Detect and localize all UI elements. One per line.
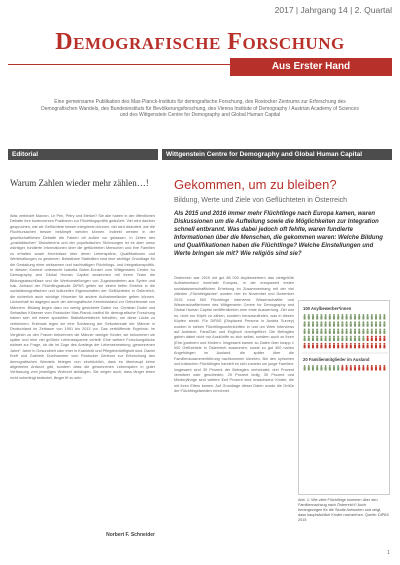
person-icon bbox=[329, 336, 331, 341]
person-icon bbox=[316, 336, 318, 341]
person-icon bbox=[350, 328, 352, 333]
person-icon bbox=[346, 328, 348, 333]
person-icon bbox=[354, 314, 356, 319]
person-icon bbox=[320, 321, 322, 326]
person-icon bbox=[367, 343, 369, 348]
person-icon bbox=[362, 365, 364, 370]
page-number: 1 bbox=[387, 550, 390, 556]
person-icon bbox=[316, 343, 318, 348]
person-icon bbox=[354, 336, 356, 341]
person-icon bbox=[337, 336, 339, 341]
person-icon bbox=[325, 336, 327, 341]
person-icon bbox=[337, 314, 339, 319]
figure-2-title: 20 Familienmitglieder im Ausland bbox=[303, 357, 370, 362]
person-icon bbox=[308, 365, 310, 370]
person-icon bbox=[350, 336, 352, 341]
person-icon bbox=[346, 343, 348, 348]
editorial-body: Was verbindet Macron, Le Pen, Petry und Merkel? Sie alle haben in der öffentlichen Debatte ihre kontroversen Positionen zur Flüchtlingspolitik geäußert. Viel wird darüber gesprochen, wie wir Geflüchtete besser integrieren können, viel wird diskutiert, wie die Fluchtursachen besser bekämpft werden können. Indirekt werden in der gesellschaftlichen Debatte die Fakten oft außen vor gelassen. In Zeiten des „postfaktischen“ Diskutierens und der populistischen Strömungen ist es aber umso wichtiger, fundierte Informationen über die geflüchteten Menschen und ihre Familien zu erhalten sowie Kenntnisse über deren Lebenspläne, Qualifikationen und Wertehaltungen zu gewinnen. Belastbare Statistiken sind eine wichtige Grundlage für die Gestaltung einer wirksamen und nachhaltigen Flüchtlings- und Integrationspolitik. In diesem Kontext untersucht Isabella Buber-Ennser vom Wittgenstein Centre for Demography and Global Human Capital zusammen mit ihrem Team die Bildungsabschlüsse und die Wertvorstellungen von Zugewanderten aus Syrien und Irak. Anhand der Flüchtlingsstudie DiPAS gelten sie einem tiefen Einblick in die sozialdemografischen und kulturellen Eigenschaften der Geflüchteten in Österreich, die sicherlich auch wichtige Hinweise für andere Aufnahmeländer geben können. Lückenhaft ist dagegen auch der demografische Kenntnisstand zur Geburtenrate von Männern. Bislang liegen dazu nur wenig gesicherte Daten vor. Christian Dudel und Sebastian Klüsener vom Rostocker Max-Planck-Institut für demografische Forschung haben sich mit einem speziellen Statistikverfahren beholfen, um diese Lücke zu verkleinern. Erstmals legen sie eine Schätzung der Geburtenrate der Männer in Deutschland im Zeitraum von 1991 bis 2013 vor. Das verblüffende Ergebnis: Im Vergleich zu den Frauen bekommen die Männer weniger Kinder, sie bekommen sie später und eine viel größere Lebenssspanne verteilt. Eine weitere Forschungslücke widmet zur Frage, ob die im Zuge des Anstiegs der Lebenserwartung „gewonnenen Jahre“ Jahre in Gesundheit oder eher in Krankheit und Pflegebedürftigkeit sind. Daniel Kreft und Gabriele Doblhammer vom Rostocker Zentrum zur Erforschung des demografischen Wandels belegen nun eindrücklich, dass es überhaupt keine allgemeine Antwort gibt, sondern dass die gewonnenen Lebensjahre in guter Verfassung vom jeweiligen Wohnort abhängen. Sie zeigen auch, dass länger leben nicht unbedingt bedeutet, länger fit zu sein. bbox=[10, 214, 155, 380]
person-icon bbox=[341, 343, 343, 348]
person-icon bbox=[350, 314, 352, 319]
person-icon bbox=[337, 328, 339, 333]
publication-intro: Eine gemeinsame Publikation des Max-Planck-Instituts für demografische Forschung, des Rostocker Zentrums zur Erforschung des Demografischen Wandels, des Bundesinstituts für Bevölkerungsforschung, des Vienna Institute of Demography / Austrian Academy of Sciences und des Wittgenstein Centre for Demography and Global Human Capital bbox=[41, 99, 359, 118]
person-icon bbox=[375, 328, 377, 333]
person-icon bbox=[325, 328, 327, 333]
person-icon bbox=[375, 314, 377, 319]
person-icon bbox=[333, 336, 335, 341]
person-icon bbox=[358, 343, 360, 348]
person-icon bbox=[312, 343, 314, 348]
person-icon bbox=[304, 336, 306, 341]
person-icon bbox=[346, 336, 348, 341]
person-icon bbox=[316, 328, 318, 333]
person-icon bbox=[308, 336, 310, 341]
person-icon bbox=[371, 336, 373, 341]
person-icon bbox=[354, 365, 356, 370]
person-icon bbox=[312, 365, 314, 370]
person-icon bbox=[367, 365, 369, 370]
editorial-title: Warum Zahlen wieder mehr zählen…! bbox=[10, 178, 149, 188]
section-badge: Aus Erster Hand bbox=[230, 58, 392, 76]
person-icon bbox=[350, 365, 352, 370]
person-icon bbox=[379, 314, 381, 319]
person-icon bbox=[325, 365, 327, 370]
person-icon bbox=[308, 328, 310, 333]
person-icon bbox=[312, 314, 314, 319]
person-icon bbox=[383, 336, 385, 341]
person-icon bbox=[379, 365, 381, 370]
person-icon bbox=[341, 314, 343, 319]
person-icon bbox=[304, 321, 306, 326]
person-icon bbox=[362, 314, 364, 319]
person-icon bbox=[312, 321, 314, 326]
person-icon bbox=[333, 321, 335, 326]
person-icon bbox=[341, 328, 343, 333]
person-icon bbox=[375, 321, 377, 326]
person-icon bbox=[320, 336, 322, 341]
infographic-figure bbox=[299, 301, 391, 496]
person-icon bbox=[383, 328, 385, 333]
person-icon bbox=[379, 328, 381, 333]
person-icon bbox=[320, 365, 322, 370]
person-icon bbox=[367, 328, 369, 333]
person-icon bbox=[350, 343, 352, 348]
person-icon bbox=[354, 321, 356, 326]
person-icon bbox=[333, 328, 335, 333]
person-icon bbox=[341, 365, 343, 370]
person-icon bbox=[362, 336, 364, 341]
person-icon bbox=[358, 336, 360, 341]
person-icon bbox=[304, 343, 306, 348]
article-subtitle: Bildung, Werte und Ziele von Geflüchteten in Österreich bbox=[174, 197, 348, 204]
person-icon bbox=[333, 343, 335, 348]
person-icon bbox=[354, 343, 356, 348]
person-icon bbox=[320, 314, 322, 319]
person-icon bbox=[325, 314, 327, 319]
person-icon bbox=[337, 321, 339, 326]
person-icon bbox=[337, 365, 339, 370]
person-icon bbox=[341, 321, 343, 326]
person-icon bbox=[375, 343, 377, 348]
person-icon bbox=[337, 343, 339, 348]
person-icon bbox=[308, 314, 310, 319]
person-icon bbox=[333, 365, 335, 370]
person-icon bbox=[379, 343, 381, 348]
person-icon bbox=[346, 321, 348, 326]
person-icon bbox=[383, 314, 385, 319]
issue-info: 2017 | Jahrgang 14 | 2. Quartal bbox=[274, 5, 392, 15]
person-icon bbox=[383, 321, 385, 326]
article-title: Gekommen, um zu bleiben? bbox=[174, 177, 337, 192]
person-icon bbox=[329, 321, 331, 326]
person-icon bbox=[304, 365, 306, 370]
person-icon bbox=[308, 343, 310, 348]
person-icon bbox=[371, 328, 373, 333]
person-icon bbox=[379, 336, 381, 341]
person-icon bbox=[316, 365, 318, 370]
person-icon bbox=[325, 321, 327, 326]
person-icon bbox=[379, 321, 381, 326]
person-icon bbox=[362, 328, 364, 333]
masthead-title: Demografische Forschung bbox=[55, 29, 345, 55]
person-icon bbox=[329, 314, 331, 319]
person-icon bbox=[371, 365, 373, 370]
person-icon bbox=[375, 365, 377, 370]
person-icon bbox=[358, 314, 360, 319]
person-icon bbox=[371, 321, 373, 326]
person-icon bbox=[316, 321, 318, 326]
person-icon bbox=[304, 314, 306, 319]
editorial-section-label: Editorial bbox=[8, 149, 158, 160]
person-icon bbox=[329, 328, 331, 333]
person-icon bbox=[358, 365, 360, 370]
article-lead: Als 2015 und 2016 immer mehr Flüchtlinge nach Europa kamen, waren Diskussionen um die Aufteilung sowie die Möglichkeiten zur Integration schnell entbrannt. Was dabei jedoch oft fehlte, waren fundierte Informationen über die Menschen, die gekommen waren: Welche Bildung und Qualifikationen haben die Flüchtlinge? Welche Einstellungen und Werte bringen sie mit? Wie religiös sind sie? bbox=[174, 211, 383, 258]
person-icon bbox=[316, 314, 318, 319]
person-icon bbox=[358, 328, 360, 333]
person-icon bbox=[375, 336, 377, 341]
figure-caption: Abb. 1: Wie viele Flüchtlinge kommen über den Familiennachzug nach Österreich? Auch herangezogen für die Studie Antworten und zeigt, dass hauptsächlich Kinder nachziehen. Quelle: DiPAS 2015 bbox=[298, 498, 389, 522]
person-icon bbox=[312, 328, 314, 333]
person-icon bbox=[362, 343, 364, 348]
person-icon bbox=[329, 365, 331, 370]
editorial-author: Norbert F. Schneider bbox=[106, 532, 155, 538]
person-icon bbox=[367, 321, 369, 326]
article-body: Österreich war 2015 mit gut 88 000 Asylbewerbern das viertgrößte Aufnahmeland innerhalb Europas, in der europaweit ersten sozialwissenschaftlichen Erhebung im Zusammenhang mit der viel zitierten „Flüchtlingskrise“ wurden hier im November und Dezember 2015 rund 500 Flüchtlinge interviewt. Wissenschaftler und Wissenschaftlerinnen des Wittgenstein Centre for Demography and Global Human Capital veröffentlichten eine erste Auswertung. Ziel war es, nicht nur Köpfe zu zählen, sondern herauszufinden, was in diesen Köpfen steckt. Für DiPAS (Displaced Persons in Austria Survey) wurden in sieben Flüchtlingsunterkünften in und um Wien Interviews auf Arabisch, Farsi/Dari und Englisch durchgeführt. Die Befragten gaben dabei nicht nur Auskünfte zu sich selbst, sondern auch zu ihren (Ehe-)partnern und Kindern. Insgesamt kamen so Daten über knapp 1 000 Geflüchtete in Österreich zusammen, sowie zu gut 400 nahen Angehörigen im Ausland, die später über die Familienzusammenführung nachkommen könnten. Bei den syrischen und irakischen Flüchtlingen handelt es sich zumeist um junge Familien: Insgesamt sind 39 Prozent der Befragten verheiratet; drei Prozent verwitwet oder geschieden, 25 Prozent ledig, 30 Prozent und Minderjährige sind weitere fünf Prozent sind erwachsene Kinder, die mit ihren Eltern kamen. Auf Grundlage dieser Daten wurde die Größe der Flüchtlingsfamilien errechnet. bbox=[174, 276, 294, 394]
article-section-label: Wittgenstein Centre for Demography and Global Human Capital bbox=[162, 149, 392, 160]
person-icon bbox=[383, 343, 385, 348]
person-icon bbox=[358, 321, 360, 326]
person-icon bbox=[371, 314, 373, 319]
person-icon bbox=[320, 328, 322, 333]
person-icon bbox=[312, 336, 314, 341]
person-icon bbox=[341, 336, 343, 341]
person-icon bbox=[354, 328, 356, 333]
person-icon bbox=[350, 321, 352, 326]
person-icon bbox=[329, 343, 331, 348]
person-icon bbox=[383, 365, 385, 370]
figure-1-title: 100 Asylbewerber*innen bbox=[303, 306, 352, 311]
person-icon bbox=[346, 314, 348, 319]
person-icon bbox=[362, 321, 364, 326]
person-icon bbox=[367, 314, 369, 319]
infographic-box bbox=[298, 300, 390, 495]
person-icon bbox=[304, 328, 306, 333]
person-icon bbox=[371, 343, 373, 348]
person-icon bbox=[333, 314, 335, 319]
person-icon bbox=[320, 343, 322, 348]
masthead-rule bbox=[8, 64, 230, 65]
person-icon bbox=[308, 321, 310, 326]
person-icon bbox=[325, 343, 327, 348]
person-icon bbox=[367, 336, 369, 341]
person-icon bbox=[346, 365, 348, 370]
